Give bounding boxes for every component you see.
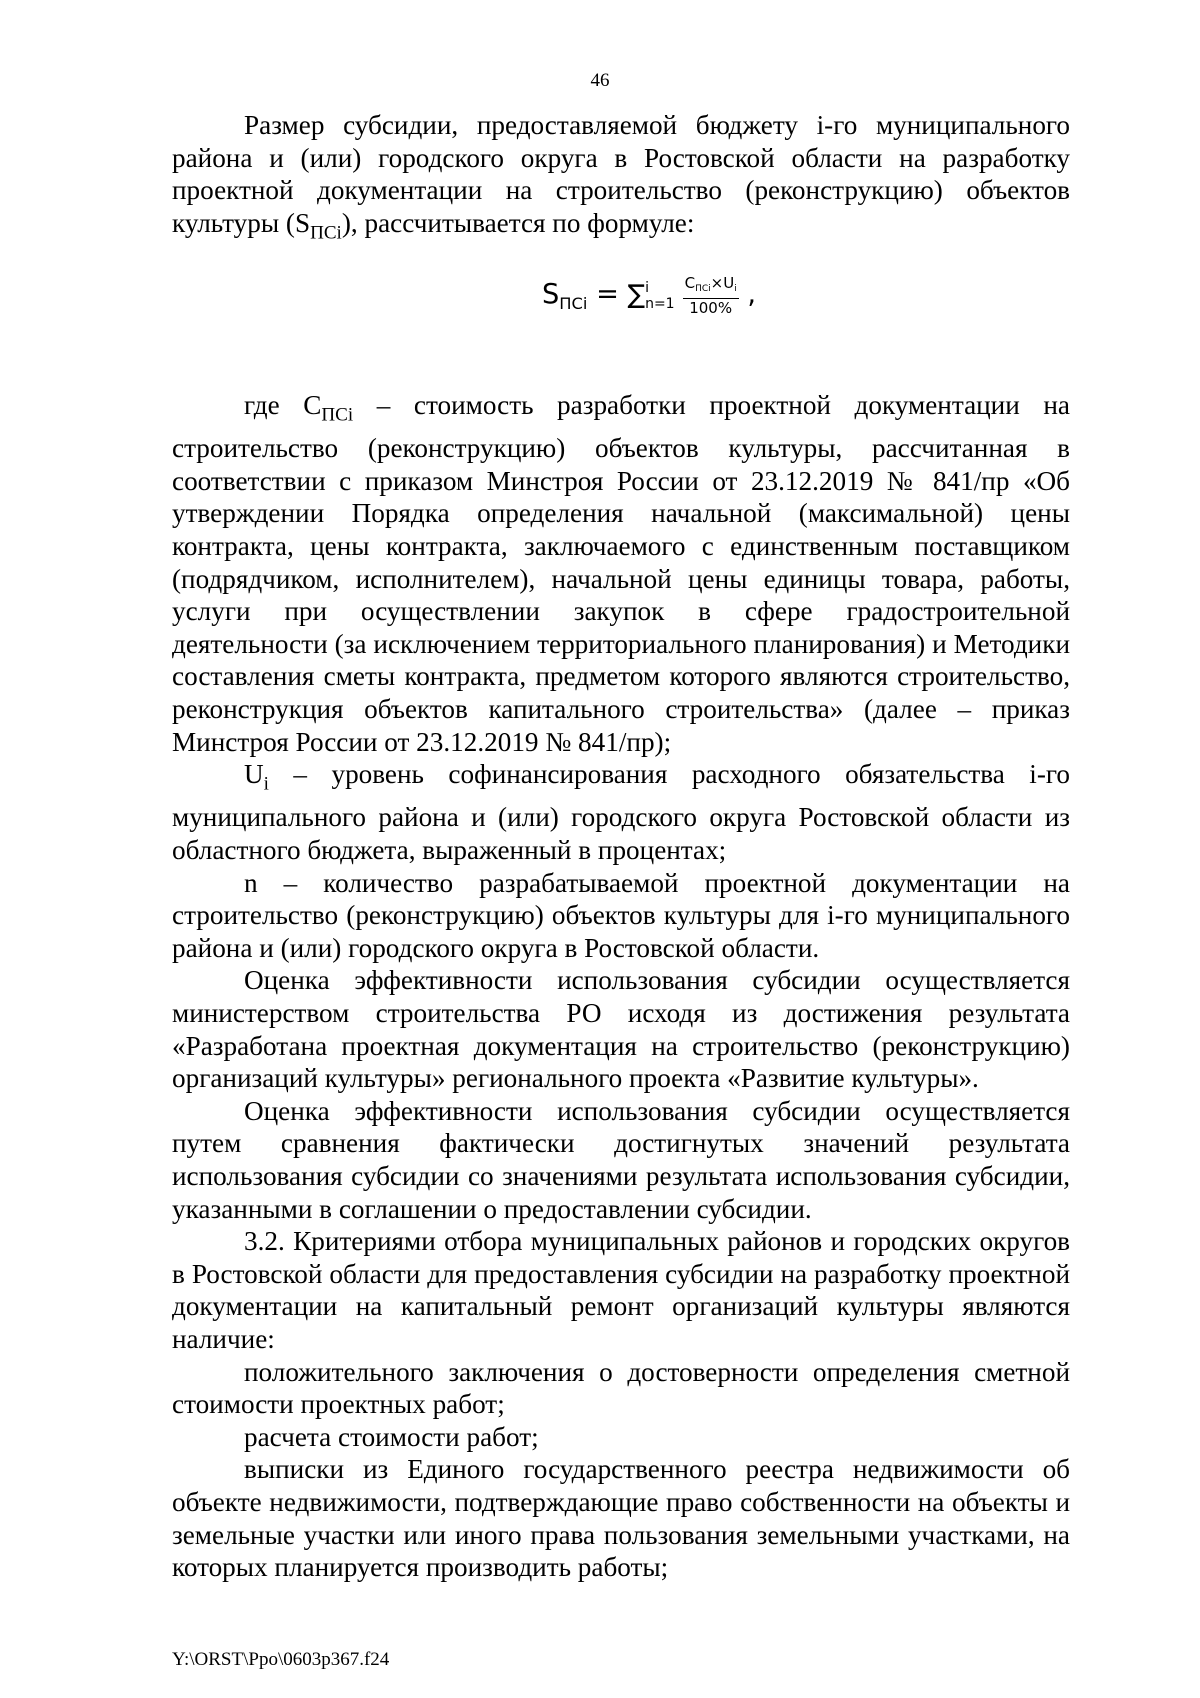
paragraph-evaluation-method: Оценка эффективности использования субсидии осуществляется путем сравнения фактически достигнутых значений результата использования субсидии со значениями результата использования субсидии, указанными в соглашении о предоставлении субсидии. (172, 1095, 1070, 1224)
paragraph-text: – стоимость разработки проектной документации на строительство (реконструкцию) объектов культуры, рассчитанная в соответствии с приказом Минстроя России от 23.12.2019 № 841/пр «Об утверждении Порядка определения начальной (максимальной) цены контракта, цены контракта, заключаемого с единственным поставщиком (подрядчиком, исполнителем), начальной цены единицы товара, работы, услуги при осуществлении закупок в сфере градостроительной деятельности (за исключением территориального планирования) и Методики составления сметы контракта, предметом которого являются строительство, реконструкция объектов капитального строительства» (далее – приказ Минстроя России от 23.12.2019 № 841/пр); (172, 390, 1070, 757)
paragraph-subsidy-size (172, 109, 1070, 250)
symbol-subscript: i (263, 773, 269, 795)
list-item-positive-conclusion: положительного заключения о достоверности определения сметной стоимости проектных работ; (172, 1356, 1070, 1420)
sum-lower-limit: n=1 (645, 295, 675, 312)
numerator-rest: ×U (710, 274, 735, 293)
fraction-numerator (683, 274, 739, 299)
formula-trail: , (738, 279, 757, 311)
paragraph-where-cpsi (172, 389, 1070, 758)
formula-lhs-subscript: ПСi (559, 293, 588, 313)
paragraph-text: где (244, 390, 304, 421)
fraction-denominator: 100% (689, 299, 733, 318)
symbol: С (303, 390, 322, 421)
formula (172, 250, 1070, 389)
symbol: S (294, 207, 311, 238)
paragraph-text: – уровень софинансирования расходного обязательства i-го муниципального района и (или) городского округа Ростовской области из областного бюджета, выраженный в процентах; (172, 759, 1070, 866)
symbol: U (244, 759, 264, 790)
footer-file-path: Y:\ORST\Ppo\0603p367.f24 (172, 1649, 390, 1670)
list-item-registry-extract: выписки из Единого государственного реестра недвижимости об объекте недвижимости, подтверждающие право собственности на объекты и земельные участки или иного права пользования земельными участками, на которых планируется производить работы; (172, 1454, 1070, 1583)
document-body (172, 109, 1070, 1584)
formula-lhs: S (542, 279, 560, 311)
list-item-cost-calculation: расчета стоимости работ; (244, 1421, 539, 1452)
paragraph-text: Размер субсидии, предоставляемой бюджету i-го муниципального района и (или) городского округа в Ростовской области на разработку проектной документации на строительство (реконструкцию) объектов культуры ( (172, 110, 1070, 238)
formula-expression (542, 274, 756, 320)
paragraph-text: ), рассчитывается по формуле: (341, 207, 695, 238)
numerator-rest-subscript: i (734, 284, 737, 295)
paragraph-ui (172, 758, 1070, 866)
formula-fraction (683, 274, 739, 317)
symbol-subscript: ПСi (310, 222, 342, 244)
symbol-subscript: ПСi (321, 404, 354, 426)
paragraph-criteria: 3.2. Критериями отбора муниципальных районов и городских округов в Ростовской области для предоставления субсидии на разработку проектной документации на капитальный ремонт организаций культуры являются наличие: (172, 1226, 1070, 1354)
formula-equals: = (587, 279, 628, 311)
numerator-symbol: С (684, 274, 696, 293)
sum-limits (645, 280, 675, 312)
sum-symbol: ∑ (627, 280, 646, 311)
numerator-subscript: ПСi (695, 284, 711, 295)
page-number: 46 (590, 70, 610, 91)
sum-upper-limit: i (645, 279, 649, 296)
paragraph-evaluation: Оценка эффективности использования субсидии осуществляется министерством строительства РО исходя из достижения результата «Разработана проектная документация на строительство (реконструкцию) организаций культуры» регионального проекта «Развитие культуры». (172, 965, 1070, 1094)
paragraph-n: n – количество разрабатываемой проектной документации на строительство (реконструкцию) объектов культуры для i-го муниципального района и (или) городского округа в Ростовской области. (172, 867, 1070, 963)
